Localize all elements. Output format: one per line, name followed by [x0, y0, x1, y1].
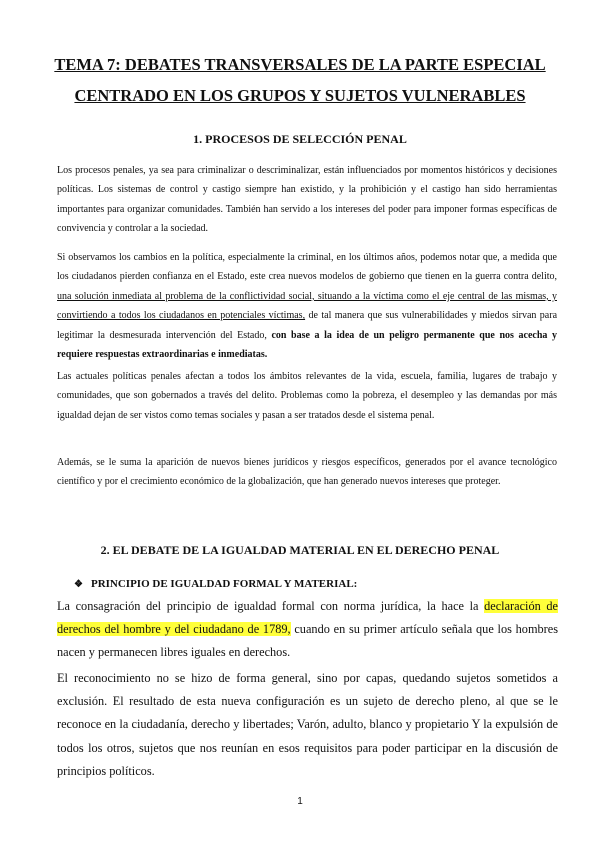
section-2-paragraph-1 [57, 595, 558, 665]
subheading-label: PRINCIPIO DE IGUALDAD FORMAL Y MATERIAL: [90, 578, 358, 590]
section-1-paragraph-2 [57, 248, 557, 364]
paragraph-2-bold-text: con base a la idea de un peligro permanente que nos acecha y requiere respuestas extraordinarias e inmediatas. [57, 329, 557, 361]
document-title-line-1: TEMA 7: DEBATES TRANSVERSALES DE LA PARTE ESPECIAL [54, 55, 546, 74]
paragraph-text-b: cuando en su primer artículo señala que los hombres nacen y permanecen libres iguales en derechos. [57, 622, 558, 660]
section-1-heading: 1. PROCESOS DE SELECCIÓN PENAL [193, 132, 407, 146]
paragraph-2-text-a: Si observamos los cambios en la política, especialmente la criminal, en los últimos años, podemos notar que, a medida que los ciudadanos pierden confianza en el Estado, este crea nuevos modelos de gobierno que tienen en la guerra contra delito, [57, 252, 557, 283]
section-1-paragraph-4: Además, se le suma la aparición de nuevos bienes jurídicos y riesgos específicos, generados por el avance tecnológico científico y por el crecimiento económico de la globalización, que han generado nuevos intereses que proteger. [57, 457, 557, 488]
paragraph-text-a: La consagración del principio de igualdad formal con norma jurídica, la hace la [57, 599, 485, 613]
subheading-principio-igualdad [74, 578, 357, 590]
paragraph-2-text-b: de tal manera que sus vulnerabilidades y miedos sirvan para legitimar la desmesurada intervención del Estado, [57, 310, 558, 341]
paragraph-2-underlined-text: una solución inmediata al problema de la conflictividad social, situando a la víctima como el eje central de las mismas, y convirtiendo a todos los ciudadanos en potenciales víctimas, [57, 290, 557, 322]
highlighted-declaracion: declaración de derechos del hombre y del ciudadano de 1789, [57, 599, 558, 637]
page-number: 1 [297, 796, 303, 807]
section-1-paragraph-1: Los procesos penales, ya sea para criminalizar o descriminalizar, están influenciados por momentos históricos y decisiones políticas. Los sistemas de control y castigo siempre han existido, y la prohibición y el castigo han sido herramientas importantes para organizar comunidades. También han servido a los intereses del poder para imponer formas específicas de convivencia y controlar a la sociedad. [57, 165, 557, 235]
diamond-bullet-icon: ❖ [74, 578, 83, 590]
document-title-line-2: CENTRADO EN LOS GRUPOS Y SUJETOS VULNERABLES [74, 86, 526, 105]
section-1-paragraph-3: Las actuales políticas penales afectan a todos los ámbitos relevantes de la vida, escuela, familia, lugares de trabajo y comunidades, que son gobernados a través del delito. Problemas como la pobreza, el desempleo y las demandas por más igualdad dejan de ser vistos como temas sociales y pasan a ser tratados desde el sistema penal. [57, 371, 557, 421]
section-2-paragraph-2: El reconocimiento no se hizo de forma general, sino por capas, quedando sujetos sometidos a exclusión. El resultado de esta nueva configuración es un sujeto de derecho pleno, al que se le reconoce en la ciudadanía, derecho y libertades; Varón, adulto, blanco y propietario Y la expulsión de todos los otros, sujetos que nos reunían en esos requisitos para poder participar en la discusión de principios políticos. [57, 671, 558, 778]
section-2-heading: 2. EL DEBATE DE LA IGUALDAD MATERIAL EN EL DERECHO PENAL [100, 543, 500, 557]
